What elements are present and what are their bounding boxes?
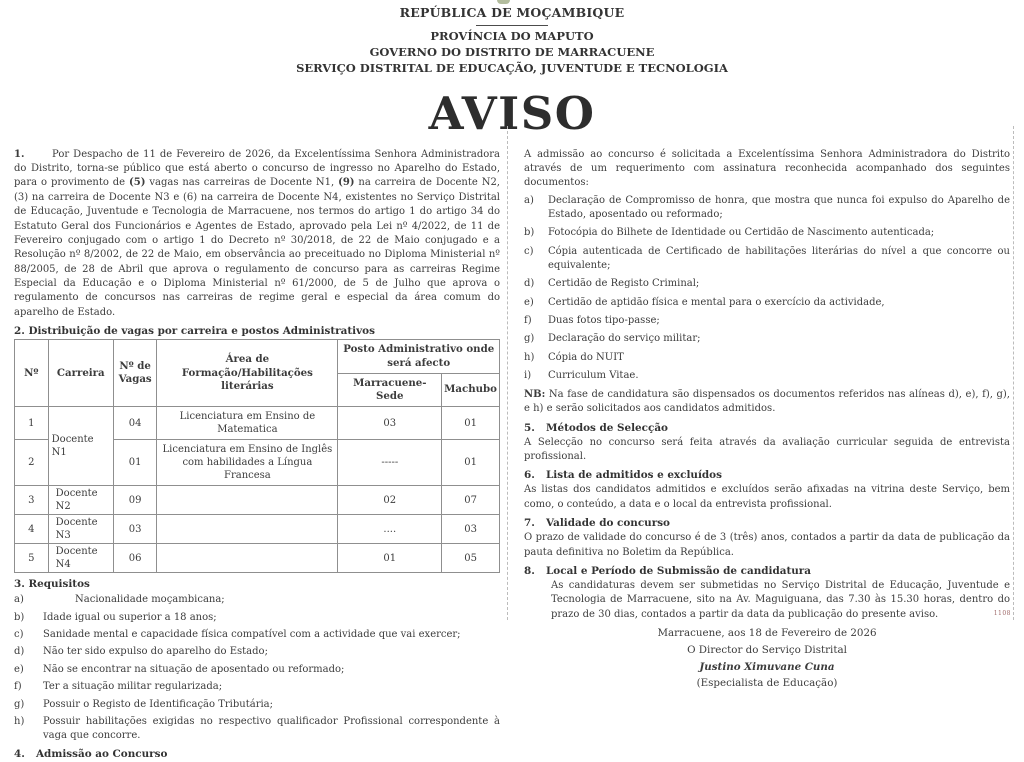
list-item: f) Duas fotos tipo-passe; <box>524 315 660 326</box>
section-2-heading: 2. Distribuição de vagas por carreira e postos Administrativos <box>14 325 375 338</box>
documents-list <box>524 194 1010 384</box>
list-item: b) Idade igual ou superior a 18 anos; <box>14 611 217 623</box>
list-item: a) Declaração de Compromisso de honra, que mostra que nunca foi expulso do Aparelho de Estado, aposentado ou reformado; <box>524 194 1010 220</box>
nb-note: NB: Na fase de candidatura são dispensados os documentos referidos nas alíneas d), e), f), g), e h) e serão solicitados aos candidatos admitidos. <box>524 388 1010 415</box>
header-government: GOVERNO DO DISTRITO DE MARRACUENE <box>369 44 655 59</box>
cell-area <box>157 515 338 544</box>
section-5-body: A Selecção no concurso será feita através da avaliação curricular seguida de entrevista profissional. <box>524 436 1010 463</box>
left-column <box>14 148 500 762</box>
header-republic: REPÚBLICA DE MOÇAMBIQUE <box>399 5 625 20</box>
signature-place-date: Marracuene, aos 18 de Fevereiro de 2026 <box>657 627 877 640</box>
cell-carreira: Docente N4 <box>48 544 113 573</box>
list-item: h) Cópia do NUIT <box>524 351 624 363</box>
cell-vagas: 01 <box>113 440 157 486</box>
vacancies-n1-count: (5) <box>129 177 146 189</box>
section-7-body: O prazo de validade do concurso é de 3 (três) anos, contados a partir da data de publicação da pauta definitiva no Boletim da República. <box>524 532 1010 558</box>
col-header-sede: Marracuene-Sede <box>338 373 442 407</box>
cell-carreira: Docente N3 <box>48 515 113 544</box>
list-item: h) Possuir habilitações exigidas no respectivo qualificador Profissional correspondente à vaga que concorre. <box>14 715 500 742</box>
table-row <box>15 515 500 544</box>
cell-area: Licenciatura em Ensino de Inglês com habilidades a Língua Francesa <box>157 440 338 486</box>
section-8-body: As candidaturas devem ser submetidas no Serviço Distrital de Educação, Juventude e Tecnologia de Marracuene, sito na Av. Maguiguana, das 7.30 às 15.30 horas, dentro do prazo de 30 dias, contados a partir da data da publicação do presente aviso. <box>551 580 1010 620</box>
section-5-heading: 5. Métodos de Selecção <box>524 421 668 434</box>
page-title: AVISO <box>428 86 596 140</box>
cell-number: 5 <box>15 544 49 573</box>
list-item: a) Nacionalidade moçambicana; <box>14 594 225 606</box>
list-item: g) Possuir o Registo de Identificação Tributária; <box>14 698 273 710</box>
cell-area: Licenciatura em Ensino de Matematica <box>157 407 338 440</box>
cell-vagas: 09 <box>113 486 157 515</box>
signature-name: Justino Ximuvane Cuna <box>699 660 835 673</box>
cell-number: 4 <box>15 515 49 544</box>
col-header-vagas: Nº de Vagas <box>113 340 157 407</box>
cell-sede: 03 <box>338 407 442 440</box>
signature-block <box>524 625 1010 692</box>
section-4-heading: 4. Admissão ao Concurso <box>14 748 168 761</box>
list-item: g) Declaração do serviço militar; <box>524 333 701 345</box>
paragraph-1-text: Por Despacho de 11 de Fevereiro de 2026, da Excelentíssima Senhora Administradora do Distrito, torna-se público que está aberto o concurso de ingresso no Aparelho do Estado, para o provimento de <box>14 148 500 189</box>
cell-sede: 01 <box>338 544 442 573</box>
vacancy-table <box>14 339 500 573</box>
cell-sede: 02 <box>338 486 442 515</box>
list-item: c) Sanidade mental e capacidade física compatível com a actividade que vai exercer; <box>14 629 461 641</box>
paragraph-1-number: 1. <box>14 148 25 160</box>
header-service: SERVIÇO DISTRITAL DE EDUCAÇÃO, JUVENTUDE E TECNOLOGIA <box>296 60 728 75</box>
vacancies-n2-count: (9) <box>338 177 355 189</box>
cell-sede: .... <box>338 515 442 544</box>
cell-carreira: Docente N1 <box>48 407 113 486</box>
signature-role: O Director do Serviço Distrital <box>687 643 847 656</box>
cell-machubo: 07 <box>442 486 500 515</box>
list-item: f) Ter a situação militar regularizada; <box>14 681 223 693</box>
list-item: b) Fotocópia do Bilhete de Identidade ou Certidão de Nascimento autenticada; <box>524 227 935 239</box>
list-item: d) Não ter sido expulso do aparelho do Estado; <box>14 646 268 658</box>
requirements-list <box>14 593 500 743</box>
cell-machubo: 01 <box>442 440 500 486</box>
cell-machubo: 03 <box>442 515 500 544</box>
col-header-posto: Posto Administrativo onde será afecto <box>338 340 500 374</box>
list-item: c) Cópia autenticada de Certificado de habilitações literárias do nível a que concorre ou equivalente; <box>524 245 1010 271</box>
cell-area <box>157 486 338 515</box>
right-column <box>524 148 1014 692</box>
cell-area <box>157 544 338 573</box>
header-province: PROVÍNCIA DO MAPUTO <box>430 29 594 43</box>
document-header <box>0 0 1024 77</box>
section-8-heading: 8. Local e Período de Submissão de candidatura <box>524 565 812 578</box>
table-row <box>15 544 500 573</box>
section-6-heading: 6. Lista de admitidos e excluídos <box>524 469 722 482</box>
cell-machubo: 01 <box>442 407 500 440</box>
col-header-machubo: Machubo <box>442 373 500 407</box>
list-item: e) Certidão de aptidão física e mental para o exercício da actividade, <box>524 296 885 308</box>
cell-sede: ----- <box>338 440 442 486</box>
nb-label: NB: <box>524 388 546 400</box>
cell-machubo: 05 <box>442 544 500 573</box>
cell-number: 1 <box>15 407 49 440</box>
table-row <box>15 407 500 440</box>
section-7-heading: 7. Validade do concurso <box>524 517 670 530</box>
header-divider-rule <box>476 25 548 26</box>
column-divider <box>507 126 508 620</box>
signature-job-title: (Especialista de Educação) <box>696 677 838 690</box>
list-item: d) Certidão de Registo Criminal; <box>524 278 700 290</box>
cell-number: 2 <box>15 440 49 486</box>
col-header-area: Área de Formação/Habilitações literárias <box>157 340 338 407</box>
list-item: i) Curriculum Vitae. <box>524 370 639 382</box>
admission-intro: A admissão ao concurso é solicitada a Excelentíssima Senhora Administradora do Distrito através de um requerimento com assinatura reconhecida acompanhado dos seguintes documentos: <box>524 148 1010 189</box>
emblem-fragment <box>497 0 510 4</box>
print-code: 1108 <box>993 610 1011 617</box>
table-row <box>15 486 500 515</box>
list-item: e) Não se encontrar na situação de aposentado ou reformado; <box>14 663 345 675</box>
cell-number: 3 <box>15 486 49 515</box>
col-header-carreira: Carreira <box>48 340 113 407</box>
section-3-heading: 3. Requisitos <box>14 578 90 591</box>
cell-carreira: Docente N2 <box>48 486 113 515</box>
page-edge-divider <box>1013 126 1014 620</box>
cell-vagas: 03 <box>113 515 157 544</box>
cell-vagas: 04 <box>113 407 157 440</box>
cell-vagas: 06 <box>113 544 157 573</box>
section-6-body: As listas dos candidatos admitidos e excluídos serão afixadas na vitrina deste Serviço, bem como, o conteúdo, a data e o local da entrevista profissional. <box>524 484 1010 510</box>
content-columns <box>0 148 1024 762</box>
paragraph-1: 1. Por Despacho de 11 de Fevereiro de 2026, da Excelentíssima Senhora Administradora do Distrito, torna-se público que está aberto o concurso de ingresso no Aparelho do Estado, para o provimento de (5) vagas nas carreiras de Docente N1, (9) na carreira de Docente N2, (3) na carreira de Docente N3 e (6) na carreira de Docente N4, existentes no Serviço Distrital de Educação, Juventude e Tecnologia de Marracuene, nos termos do artigo 1 do artigo 34 do Estatuto Geral dos Funcionários e Agentes de Estado, aprovado pela Lei nº 4/2022, de 11 de Fevereiro conjugado com o artigo 1 do Decreto nº 30/2018, de 22 de Maio conjugado e a Resolução nº 8/2002, de 22 de Maio, em observância ao preceituado no Diploma Ministerial nº 88/2005, de 28 de Abril que aprova o regulamento de concurso para as carreiras Regime Especial da Educação e o Diploma Ministerial nº 61/2000, de 5 de Julho que aprova o regulamento de concursos nas carreiras de regime geral e especial da área comum do aparelho de Estado. <box>14 148 500 318</box>
col-header-number: Nº <box>15 340 49 407</box>
